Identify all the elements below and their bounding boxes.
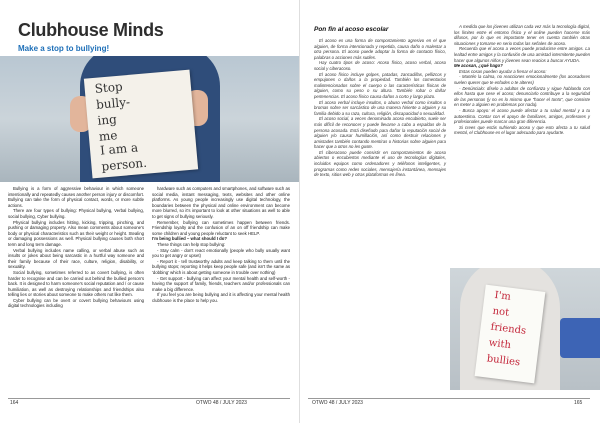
paragraph: These things can help stop bullying: <box>157 241 226 247</box>
paragraph: - Busca apoyo: el acoso puede afectar a tu salud mental y a tu autoestima. Contar con el apoyo de familiares, amigos, profesores y profesionales puede marcar una gran diferencia. <box>454 107 590 125</box>
paragraph: Hay cuatro tipos de acoso: Acoso físico, acoso verbal, acoso social y ciberacoso. <box>314 60 446 71</box>
pad-line: bullies <box>486 353 521 369</box>
blue-chair <box>560 318 600 358</box>
left-column-2 <box>152 186 290 303</box>
issue-label: OTWO 48 / JULY 2023 <box>196 400 247 406</box>
page-number: 164 <box>10 400 19 406</box>
paragraph: El ciberacoso puede consistir en comportamientos de acoso abiertos o encubiertos mediante el uso de tecnologías digitales, incluidos equipos como ordenadores y teléfonos inteligentes, y programas como redes sociales, mensajería instantánea, mensajes de texto, sitios web y otras plataformas en línea. <box>314 149 446 178</box>
paragraph: There are four types of bullying: Physical bullying, Verbal bullying, social bullying, Cyber bullying. <box>8 208 144 219</box>
paragraph: A medida que los jóvenes utilizan cada vez más la tecnología digital, los límites entre el entorno físico y el online pueden hacerse más difusos, por lo que es importante tener en cuenta también otras situaciones y tomarse en serio todas las señales de acoso. <box>454 24 590 46</box>
sign-line: ing <box>96 112 118 128</box>
article-title: Clubhouse Minds <box>18 20 164 40</box>
article-subtitle: Make a stop to bullying! <box>18 44 110 53</box>
pad-line: with <box>488 337 512 352</box>
paragraph: Bullying is a form of aggressive behaviour in which someone intentionally and repeatedly causes another person injury or discomfort. Bullying can take the form of physical contact, words, or more subtle actions. <box>8 186 144 208</box>
paragraph: El acoso verbal incluye insultos, o abuso verbal como insultos o bromas sobre ser sarcástico de una manera hiriente a alguien y su familia debido a su raza, cultura, religión, discapacidad o sexualidad. <box>314 99 446 116</box>
sign-line: person. <box>100 155 148 174</box>
paragraph: Remember, bullying can sometimes happen between friends. Friendship loyalty and the confusion of an on off friendship can make some children and young people reluctant to seek HELP. <box>152 219 290 236</box>
paragraph: Social bullying, sometimes referred to as covert bullying, is often harder to recognise and can be carried out behind the bullied person's back. It is designed to harm someone's social reputation and / or cause humiliation, as well as destroying relationships and friendships also telling lies or stories about someone to make others not like them. <box>8 269 144 298</box>
sign-line: Stop <box>94 79 124 96</box>
paragraph: Verbal bullying includes name calling, or verbal abuse such as insults or jokes about being sarcastic in a hurtful way someone and their family because of their race, culture, religion, disability, or sexuality. <box>8 247 144 270</box>
stop-bullying-sign <box>84 70 198 179</box>
paragraph: Physical bullying includes hitting, kicking, tripping, pinching, and pushing or damaging property. Also mean comments about someone's body or physical characteristics such as their weight or height. Stealing or damaging possessions as well. Physical bullying causes both short term and long term damage. <box>8 219 144 247</box>
section-heading: Me acosan, ¿qué hago? <box>454 63 503 69</box>
left-column-1 <box>8 186 144 309</box>
paragraph: - Report it - tell trustworthy adults and keep talking to them until the bullying stops; reporting it helps keep people safe (and isn't the same as 'dobbing' which is about getting someone in trouble over nothing) <box>152 258 290 275</box>
pad-line: not <box>491 305 510 319</box>
right-column-2 <box>454 24 590 136</box>
right-column-1 <box>314 38 446 178</box>
sign-line: I am a <box>99 140 139 158</box>
stop-bullying-photo <box>0 56 300 182</box>
page-number: 165 <box>574 400 583 406</box>
paragraph: - Mantén la calma, no reacciones emocionalmente (los acosadores suelen querer que te enfades o te alteres) <box>454 74 590 85</box>
paragraph: hardware such as computers and smartphones, and software such as social media, instant messaging, texts, websites and other online platforms. As young people increasingly use digital technology, the boundaries between the physical and online environment can become more blurred, so it's important to look at other situations as well to able to get signs of bullying seriously. <box>152 186 290 219</box>
right-page <box>300 0 600 423</box>
footer-rule <box>308 398 590 399</box>
not-friends-photo <box>450 268 600 390</box>
pad-line: friends <box>490 321 527 337</box>
paragraph: El acoso físico incluye golpes, patadas, zancadillas, pellizcos y empujones o daños a la propiedad. También los comentarios malintencionados sobre el cuerpo o las características físicas de alguien, como su peso o su altura. También robar o dañar pertenencias. El acoso físico causa daños a corto y largo plazo. <box>314 71 446 99</box>
paragraph: El acoso es una forma de comportamiento agresivo en el que alguien, de forma intencionada y repetida, causa daño o malestar a otra persona. El acoso puede adoptar la forma de contacto físico, palabras o acciones más sutiles. <box>314 38 446 60</box>
spanish-article-title: Pon fin al acoso escolar <box>314 26 389 33</box>
paragraph: Cyber bullying can be overt or covert bullying behaviours using digital technologies including <box>8 297 144 309</box>
section-heading: I'm being bullied – what should I do? <box>152 236 228 242</box>
issue-label: OTWO 48 / JULY 2023 <box>312 400 363 406</box>
paragraph: Recuerda que el acoso a veces puede producirse entre amigos. La lealtad entre amigos y la confusión de una amistad intermitente pueden hacer que algunos niños y jóvenes sean reacios a buscar AYUDA. <box>454 46 590 63</box>
paragraph: El acoso social, a veces denominado acoso encubierto, suele ser más difícil de reconocer y puede llevarse a cabo a espaldas de la persona acosada. Está diseñado para dañar la reputación social de alguien y/o causar humillación, así como destruir relaciones y amistades también contando mentiras o historias sobre alguien para hacer que a otros no les guste. <box>314 116 446 150</box>
paragraph: If you feel you are being bullying and it is affecting your mental health clubhouse is the place to help you. <box>152 292 290 303</box>
footer-rule <box>8 398 290 399</box>
sign-line: bully- <box>95 94 131 112</box>
paragraph: - Denúncialo: díselo a adultos de confianza y sigue hablando con ellos hasta que cese el acoso; denunciarlo contribuye a la seguridad de las personas (y no es lo mismo que "hacer el tonto", que consiste en meter a alguien en problemas por nada). <box>454 85 590 108</box>
pad-line: I'm <box>493 289 512 303</box>
paragraph: - Stay calm - don't react emotionally (people who bully usually want you to get angry or upset) <box>152 247 290 259</box>
paragraph: - Get support - bullying can affect your mental health and self-worth - having the support of family, friends, teachers and/or professionals can make a big difference. <box>152 275 290 292</box>
sign-line: me <box>98 128 118 144</box>
notepad-sign <box>475 285 546 384</box>
paragraph: Si crees que estás sufriendo acoso y que esto afecta a tu salud mental, el Clubhouse es el lugar adecuado para ayudarte. <box>454 124 590 136</box>
paragraph: Estas cosas pueden ayudar a frenar el acoso: <box>459 68 547 74</box>
